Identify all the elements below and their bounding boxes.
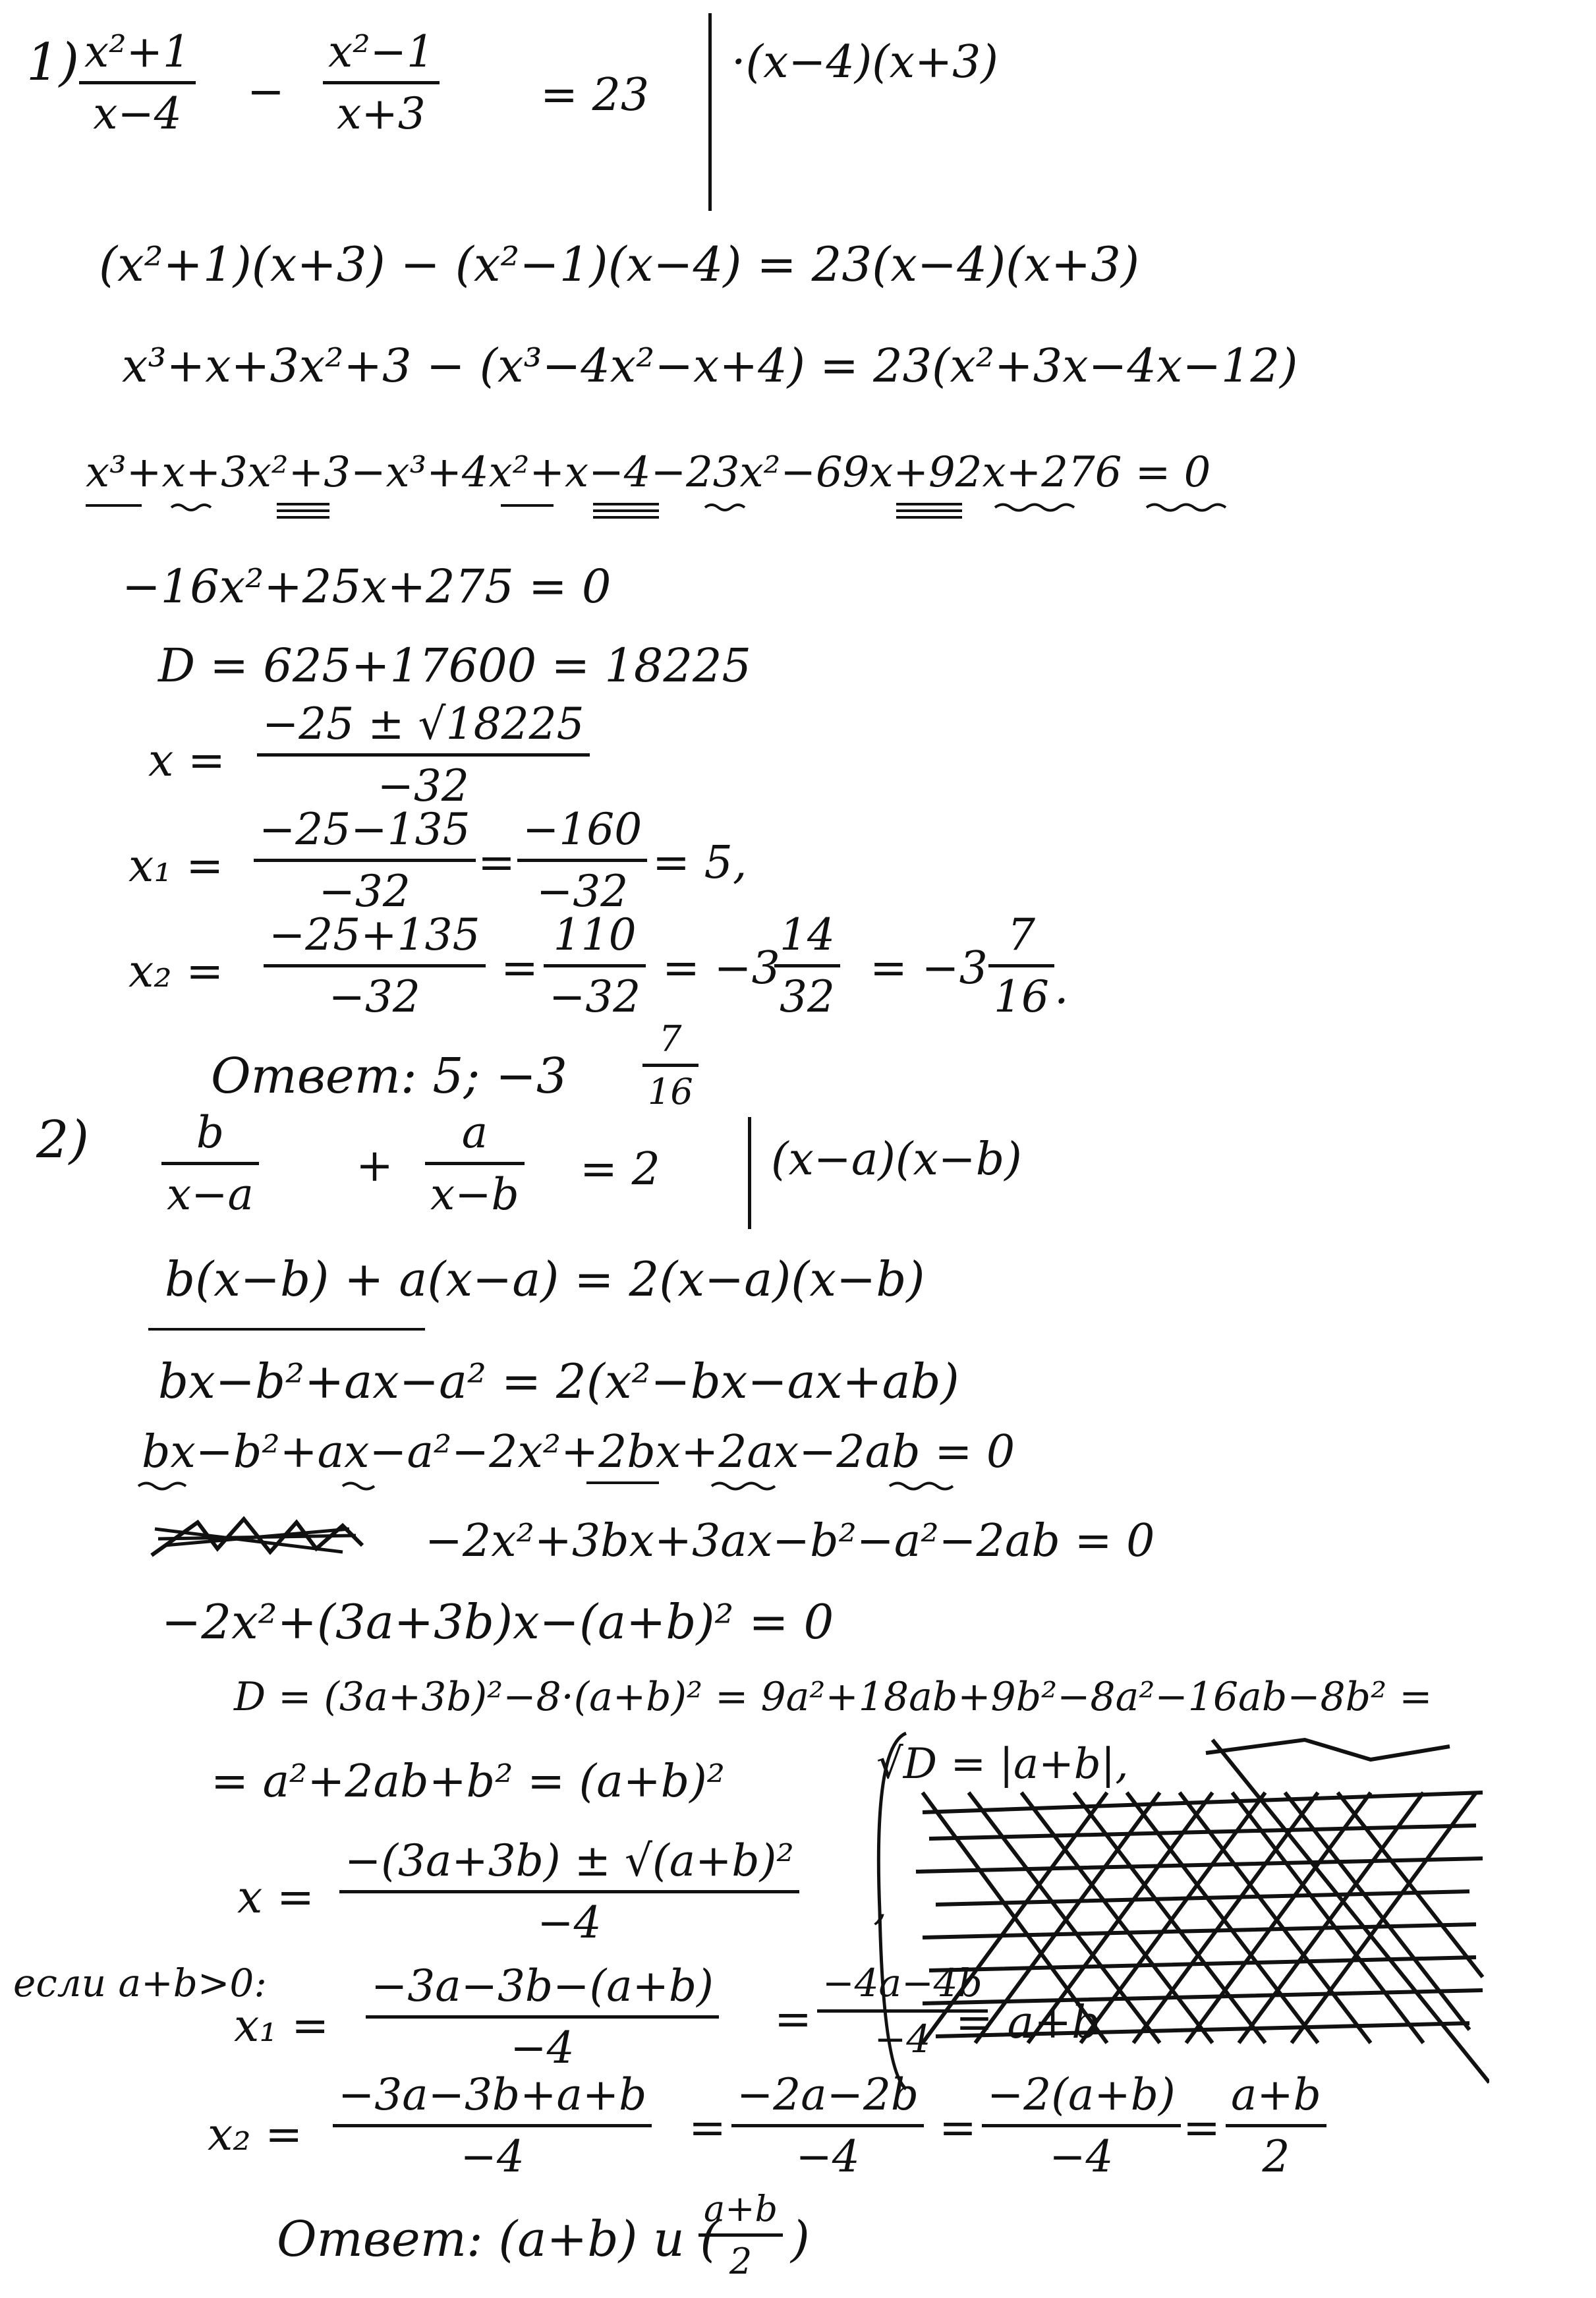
numerator: −4a−4b	[822, 1961, 983, 2005]
part2-line2: bx−b²+ax−a² = 2(x²−bx−ax+ab)	[158, 1354, 959, 1409]
denominator: −4	[874, 2017, 931, 2061]
part2-x1-label: x₁ =	[234, 2000, 329, 2052]
numerator: x²−1	[328, 26, 434, 77]
part2-eq-frac1	[161, 1107, 259, 1220]
part2-answer-close: )	[791, 2211, 810, 2268]
crossed-out-mark	[145, 1509, 369, 1568]
part2-sqrt-note: √D = |a+b|,	[876, 1740, 1129, 1789]
part1-x2-label: x₂ =	[128, 946, 224, 998]
part1-x1-result: = 5,	[652, 837, 747, 889]
part1-x2-frac-a	[264, 909, 486, 1022]
part1-x-frac	[257, 699, 590, 811]
denominator: 16	[994, 971, 1049, 1022]
part1-line3: x³+x+3x²+3−x³+4x²+x−4−23x²−69x+92x+276 = 0	[86, 448, 1211, 497]
part2-label: 2)	[36, 1110, 90, 1170]
numerator: 7	[659, 1018, 682, 1060]
denominator: x−4	[93, 88, 182, 139]
part1-x2-frac2	[988, 909, 1054, 1022]
part2-x2-frac-b	[731, 2069, 924, 2182]
part2-line5: −2x²+(3a+3b)x−(a+b)² = 0	[161, 1594, 834, 1650]
line1-underline	[148, 1328, 425, 1331]
part2-eq-rhs: = 2	[580, 1143, 660, 1195]
denominator: x−b	[430, 1169, 519, 1220]
numerator: a+b	[1231, 2069, 1321, 2120]
part2-x1-eq: =	[774, 1994, 812, 2046]
part1-x1-eq: =	[478, 837, 515, 889]
part2-x1-frac-a	[366, 1961, 719, 2073]
part1-eq-frac1	[79, 26, 196, 139]
numerator: −(3a+3b) ± √(a+b)²	[345, 1835, 794, 1886]
part1-x2-frac1	[774, 909, 840, 1022]
denominator: 16	[648, 1071, 693, 1112]
part2-line1: b(x−b) + a(x−a) = 2(x−a)(x−b)	[165, 1251, 925, 1307]
denominator: x+3	[337, 88, 426, 139]
part2-line6: D = (3a+3b)²−8·(a+b)² = 9a²+18ab+9b²−8a²−16ab−8b² =	[234, 1674, 1433, 1720]
part1-line1: (x²+1)(x+3) − (x²−1)(x−4) = 23(x−4)(x+3)	[99, 237, 1140, 292]
numerator: a	[461, 1107, 488, 1158]
term-markings	[79, 498, 1331, 537]
part1-x1-frac-a	[254, 804, 476, 917]
part2-answer: Ответ: (a+b) и (	[277, 2211, 720, 2268]
numerator: −3a−3b+a+b	[338, 2069, 647, 2120]
denominator: −32	[536, 866, 629, 917]
denominator: −4	[510, 2023, 575, 2073]
part1-x2-dot: .	[1054, 962, 1069, 1014]
part2-line4: −2x²+3bx+3ax−b²−a²−2ab = 0	[425, 1515, 1155, 1567]
denominator: 2	[729, 2241, 753, 2282]
part1-answer: Ответ: 5; −3	[211, 1048, 567, 1105]
part1-x1-label: x₁ =	[128, 840, 224, 892]
part1-label: 1)	[26, 33, 80, 92]
part2-x2-frac-c	[982, 2069, 1181, 2182]
part1-line4: −16x²+25x+275 = 0	[122, 560, 612, 614]
part2-x2-frac-d	[1226, 2069, 1326, 2182]
part2-x2-eq2: =	[939, 2102, 977, 2154]
numerator: −25 ± √18225	[262, 699, 584, 749]
numerator: a+b	[704, 2188, 778, 2229]
denominator: 2	[1262, 2131, 1290, 2182]
denominator: −32	[377, 761, 469, 811]
numerator: −160	[523, 804, 642, 855]
numerator: −2a−2b	[737, 2069, 919, 2120]
part1-x1-frac-b	[517, 804, 647, 917]
part1-eq-frac2	[323, 26, 440, 139]
part2-x-label: x =	[237, 1872, 314, 1924]
denominator: −32	[328, 971, 420, 1022]
part2-x-comma: ,	[873, 1878, 888, 1930]
numerator: −3a−3b−(a+b)	[371, 1961, 714, 2011]
part1-answer-frac	[642, 1018, 698, 1112]
part1-multiplier: ·(x−4)(x+3)	[731, 36, 998, 88]
multiplier-divider	[748, 1117, 751, 1229]
part2-line7: = a²+2ab+b² = (a+b)²	[211, 1756, 726, 1808]
part2-x2-frac-a	[333, 2069, 652, 2182]
denominator: −32	[549, 971, 641, 1022]
part1-x2-mixed1: = −3	[662, 942, 780, 994]
part1-eq-rhs: = 23	[540, 69, 650, 121]
part2-multiplier: (x−a)(x−b)	[771, 1134, 1022, 1186]
part2-eq-plus: +	[356, 1140, 393, 1192]
numerator: −25+135	[269, 909, 480, 960]
part2-answer-frac	[698, 2188, 783, 2282]
denominator: −32	[318, 866, 411, 917]
part2-condition: если a+b>0:	[13, 1961, 267, 2005]
denominator: −4	[460, 2131, 525, 2182]
denominator: −4	[1049, 2131, 1114, 2182]
numerator: b	[196, 1107, 225, 1158]
denominator: x−a	[167, 1169, 254, 1220]
part2-eq-frac2	[425, 1107, 525, 1220]
term-markings	[132, 1476, 1120, 1503]
part2-x2-eq1: =	[689, 2102, 726, 2154]
numerator: 7	[1007, 909, 1035, 960]
part1-line5: D = 625+17600 = 18225	[158, 639, 752, 693]
denominator: −4	[795, 2131, 860, 2182]
part1-x-label: x =	[148, 735, 225, 787]
multiplier-divider	[708, 13, 712, 211]
part2-x-frac	[339, 1835, 799, 1948]
numerator: −2(a+b)	[987, 2069, 1176, 2120]
denominator: −4	[537, 1897, 602, 1948]
part1-x2-eq: =	[501, 942, 538, 994]
part2-x2-label: x₂ =	[208, 2109, 303, 2161]
numerator: x²+1	[84, 26, 190, 77]
part1-eq-minus: −	[247, 66, 285, 118]
denominator: 32	[780, 971, 835, 1022]
part1-x2-frac-b	[544, 909, 646, 1022]
part2-x1-result: = a+b	[955, 1997, 1100, 2049]
numerator: −25−135	[259, 804, 470, 855]
numerator: 14	[780, 909, 835, 960]
part1-line2: x³+x+3x²+3 − (x³−4x²−x+4) = 23(x²+3x−4x−12)	[122, 339, 1298, 393]
part2-line3: bx−b²+ax−a²−2x²+2bx+2ax−2ab = 0	[142, 1426, 1015, 1478]
part1-x2-mixed2: = −3	[870, 942, 988, 994]
part2-x2-eq3: =	[1183, 2102, 1220, 2154]
numerator: 110	[553, 909, 637, 960]
